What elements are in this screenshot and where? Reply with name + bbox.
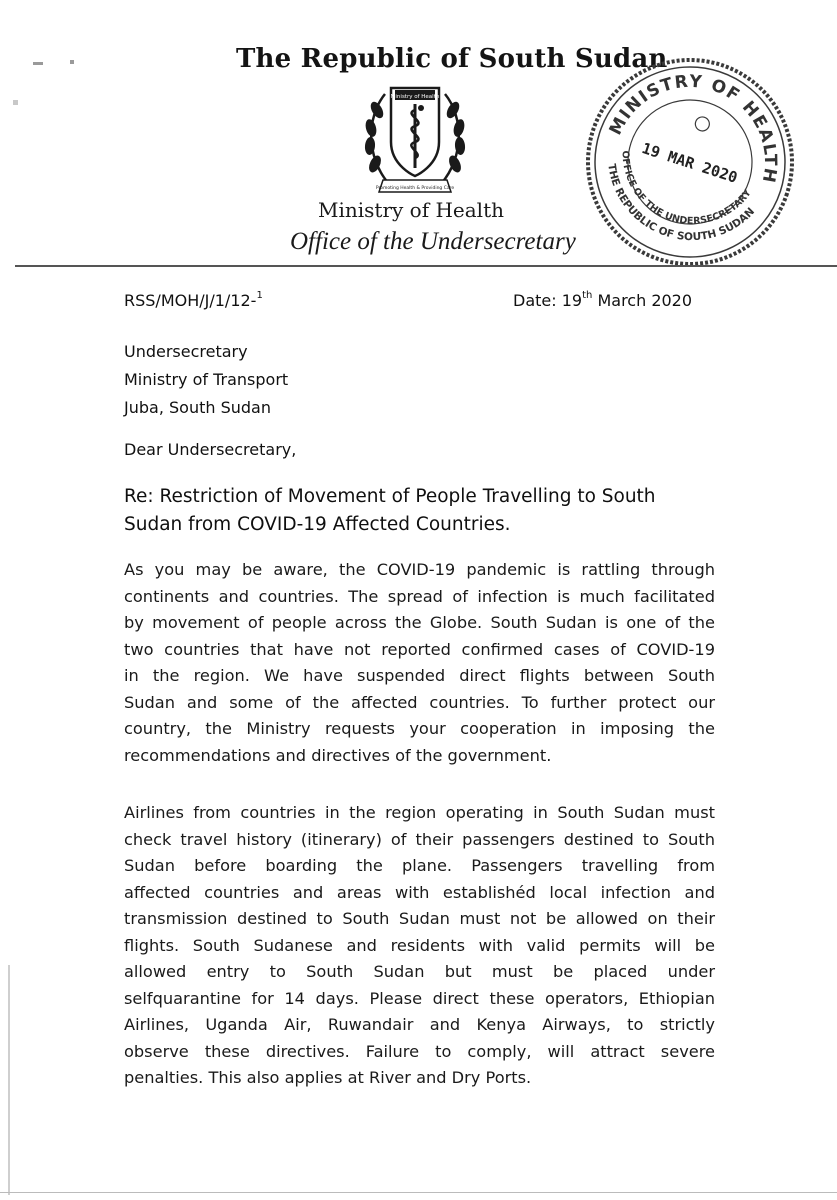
stamp-emblem-icon bbox=[694, 115, 712, 133]
recipient-city: Juba, South Sudan bbox=[124, 398, 271, 417]
paragraph-line: affected countries and areas with establishéd local infection and bbox=[124, 882, 715, 902]
ministry-emblem bbox=[355, 76, 475, 200]
paragraph-line: transmission destined to South Sudan must not be allowed on their bbox=[124, 909, 715, 928]
paragraph-line: selfquarantine for 14 days. Please direct these operators, Ethiopian bbox=[124, 988, 715, 1008]
republic-heading: The Republic of South Sudan bbox=[236, 44, 668, 74]
paragraph-line: allowed entry to South Sudan but must be placed under bbox=[124, 962, 715, 981]
recipient-office: Ministry of Transport bbox=[124, 370, 289, 389]
stamp-top-text: MINISTRY OF HEALTH bbox=[605, 71, 781, 186]
ministry-name: Ministry of Health bbox=[318, 198, 504, 222]
paragraph-line: recommendations and directives of the government. bbox=[124, 745, 552, 765]
scan-mark bbox=[13, 100, 18, 105]
paragraph-line: country, the Ministry requests your cooperation in imposing the bbox=[124, 719, 715, 738]
reference-number: RSS/MOH/J/1/12-$^1$ bbox=[124, 289, 263, 310]
paragraph-line: continents and countries. The spread of infection is much facilitated bbox=[124, 586, 715, 606]
emblem-motto: Promoting Health & Providing Care bbox=[375, 186, 455, 191]
stamp-bottom-text: OFFICE OF THE UNDERSECRETARY bbox=[619, 150, 754, 227]
emblem-label: Ministry of Health bbox=[390, 94, 440, 100]
paragraph-line: by movement of people across the Globe. South Sudan is one of the bbox=[124, 613, 715, 632]
paragraph-line: observe these directives. Failure to comply, will attract severe bbox=[124, 1041, 715, 1061]
page-edge-shadow bbox=[8, 965, 10, 1195]
paragraph-1 bbox=[124, 557, 715, 769]
paragraph-line: two countries that have not reported confirmed cases of COVID-19 bbox=[124, 639, 715, 659]
scan-mark bbox=[70, 60, 74, 64]
paragraph-line: Airlines, Uganda Air, Ruwandair and Kenya Airways, to strictly bbox=[124, 1015, 715, 1034]
paragraph-line: Airlines from countries in the region operating in South Sudan must bbox=[124, 803, 715, 822]
stamp-date: 19 MAR 2020 bbox=[639, 139, 740, 187]
paragraph-2 bbox=[124, 800, 715, 1092]
paragraph-line: in the region. We have suspended direct flights between South bbox=[124, 666, 715, 685]
paragraph-line: Sudan and some of the affected countries. To further protect our bbox=[124, 692, 715, 712]
recipient-address bbox=[124, 338, 288, 422]
paragraph-line: Sudan before boarding the plane. Passengers travelling from bbox=[124, 856, 715, 875]
paragraph-line: As you may be aware, the COVID-19 pandemic is rattling through bbox=[124, 560, 715, 579]
page-bottom-edge bbox=[0, 1192, 837, 1193]
official-stamp bbox=[580, 52, 800, 272]
paragraph-line: flights. South Sudanese and residents with valid permits will be bbox=[124, 935, 715, 955]
letterhead-divider bbox=[15, 265, 837, 267]
subject-line: Re: Restriction of Movement of People Travelling to South Sudan from COVID-19 Affected Countries. bbox=[124, 486, 656, 535]
stamp-country-text: THE REPUBLIC OF SOUTH SUDAN bbox=[605, 162, 758, 244]
paragraph-line: check travel history (itinerary) of their passengers destined to South bbox=[124, 829, 715, 849]
office-name: Office of the Undersecretary bbox=[290, 228, 576, 255]
salutation: Dear Undersecretary, bbox=[124, 440, 297, 459]
paragraph-line: penalties. This also applies at River and Dry Ports. bbox=[124, 1068, 532, 1087]
scan-mark bbox=[33, 62, 43, 65]
recipient-title: Undersecretary bbox=[124, 342, 248, 361]
letter-date: Date: 19th March 2020 bbox=[513, 289, 693, 310]
